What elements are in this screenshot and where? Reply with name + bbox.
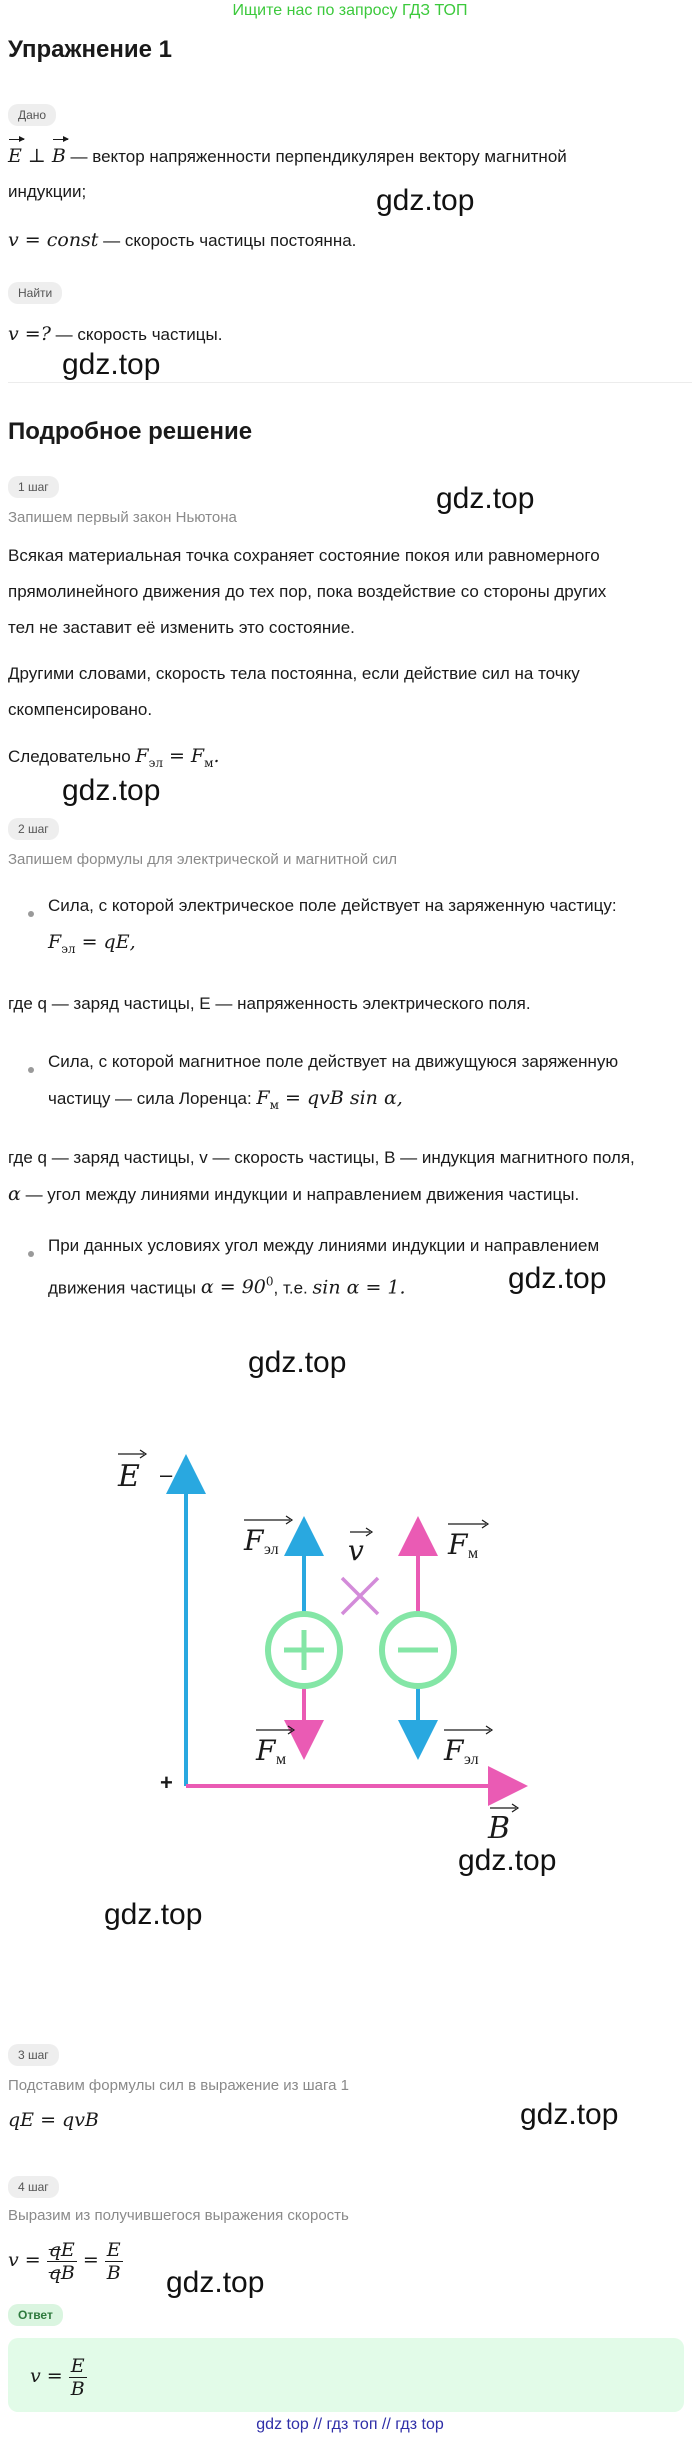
label-f-m-top [447,1520,488,1562]
step-2-caption: Запишем формулы для электрической и магнитной сил [8,851,397,868]
step-2-b1: Сила, с которой электрическое поле действует на заряженную частицу: [48,896,617,915]
given-formula-v-const: v = const [8,229,99,251]
bullet-1 [28,904,34,922]
step-3-formula: qE = qvB [8,2109,99,2131]
svg-text:F: F [444,1734,464,1767]
step-2-formula-fel: $F_{эл}$ = qE, [48,931,136,956]
label-b: B [488,1811,511,1846]
watermark-4: gdz.top [62,774,161,807]
given-section [8,104,56,126]
step-2-after-b1: где q — заряд частицы, E — напряженность электрического поля. [8,994,531,1013]
alpha-symbol: α [8,1183,21,1205]
step-3-caption: Подставим формулы сил в выражение из шага 1 [8,2077,350,2094]
answer-label [8,2304,63,2326]
step-2-b3b [48,1264,406,1306]
answer-chip: Ответ [8,2304,63,2326]
plus-sign: + [160,1770,173,1795]
watermark-5: gdz.top [508,1262,607,1295]
step-2-formula-fm: $F_м$ = qvB sin α, [256,1087,403,1112]
step-2-b2a: Сила, с которой магнитное поле действует на движущуюся заряженную [48,1052,619,1071]
bullet-2 [28,1060,34,1078]
svg-text:F: F [256,1734,276,1767]
step-1-p1b: прямолинейного движения до тех пор, пока воздействие со стороны других [8,582,607,601]
minus-sign: – [160,1462,173,1487]
answer-formula: v = $\frac{E}{B}$ [30,2354,85,2400]
step-1-p1a: Всякая материальная точка сохраняет состояние покоя или равномерного [8,546,600,565]
svg-text:F: F [244,1524,264,1557]
step-2-after-b2b-text: — угол между линиями индукции и направлением движения частицы. [20,1185,580,1204]
bullet-3 [28,1244,34,1262]
step-1-formula: $F_{эл} = F_м$. [135,745,220,770]
watermark-10: gdz.top [166,2266,265,2299]
step-1-p2b: скомпенсировано. [8,700,153,719]
step-4-chip: 4 шаг [8,2176,59,2198]
find-chip: Найти [8,282,62,304]
step-2-b3c-text: , т.е. [273,1278,313,1298]
svg-text:эл: эл [264,1541,279,1558]
watermark-9: gdz.top [520,2098,619,2131]
step-2 [8,818,59,840]
step-4 [8,2176,59,2198]
svg-text:м: м [468,1545,479,1562]
step-1-chip: 1 шаг [8,476,59,498]
answer-box [8,2338,684,2412]
step-1-caption: Запишем первый закон Ньютона [8,509,237,526]
solution-title: Подробное решение [8,418,253,445]
given-line-2-text: — скорость частицы постоянна. [98,231,357,250]
step-3-chip: 3 шаг [8,2044,59,2066]
watermark-2: gdz.top [62,348,161,381]
step-2-b2b [48,1080,403,1123]
step-4-formula: v = $\frac{qE}{qB}$ = $\frac{E}{B}$ [8,2238,121,2284]
step-2-b2b-text: частицу — сила Лоренца: [48,1089,257,1108]
step-1-p2a: Другими словами, скорость тела постоянна, если действие сил на точку [8,664,580,683]
step-2-after-b2b [8,1176,579,1213]
label-f-m-bottom [255,1726,294,1768]
find-line-text: — скорость частицы. [50,325,223,344]
label-f-el-top [243,1516,292,1558]
watermark-3: gdz.top [436,482,535,515]
watermark-8: gdz.top [104,1898,203,1931]
top-banner[interactable]: Ищите нас по запросу ГДЗ ТОП [232,2,468,19]
step-2-b3b-text: движения частицы [48,1278,201,1298]
svg-text:F: F [448,1528,468,1561]
step-2-chip: 2 шаг [8,818,59,840]
given-line-2 [8,222,356,259]
label-f-el-bottom [443,1726,492,1768]
watermark-6: gdz.top [248,1346,347,1379]
exercise-title: Упражнение 1 [8,36,172,63]
given-line-1-text: — вектор напряженности перпендикулярен вектору магнитной [65,147,567,166]
alpha-90: $\alpha = 90^0$ [200,1275,274,1299]
section-divider [8,382,692,383]
given-line-1 [8,138,567,175]
given-formula-e-perp-b: E ⊥ B [8,145,66,167]
step-1-p1c: тел не заставит её изменить это состояние. [8,618,355,637]
label-b-vector [487,1804,518,1846]
force-diagram [0,1430,700,1846]
label-v-vector [348,1528,372,1567]
label-e-vector [117,1450,146,1494]
watermark-7: gdz.top [458,1844,557,1877]
label-v: v [348,1534,364,1567]
step-3 [8,2044,59,2066]
bottom-banner[interactable]: gdz top // гдз топ // гдз top [256,2416,444,2433]
sin-alpha-1: sin α = 1. [312,1276,406,1299]
svg-text:эл: эл [464,1751,479,1768]
step-2-b3a: При данных условиях угол между линиями индукции и направлением [48,1236,600,1255]
given-chip: Дано [8,104,56,126]
find-formula: v =? [8,323,51,345]
watermark-1: gdz.top [376,184,475,217]
step-1 [8,476,59,498]
step-2-after-b2a: где q — заряд частицы, v — скорость частицы, B — индукция магнитного поля, [8,1148,635,1167]
find-section [8,282,62,304]
step-1-p3-text: Следовательно [8,747,136,766]
label-e: E [118,1459,140,1494]
given-line-1b: индукции; [8,182,87,201]
step-4-caption: Выразим из получившегося выражения скорость [8,2207,349,2224]
svg-text:м: м [276,1751,287,1768]
